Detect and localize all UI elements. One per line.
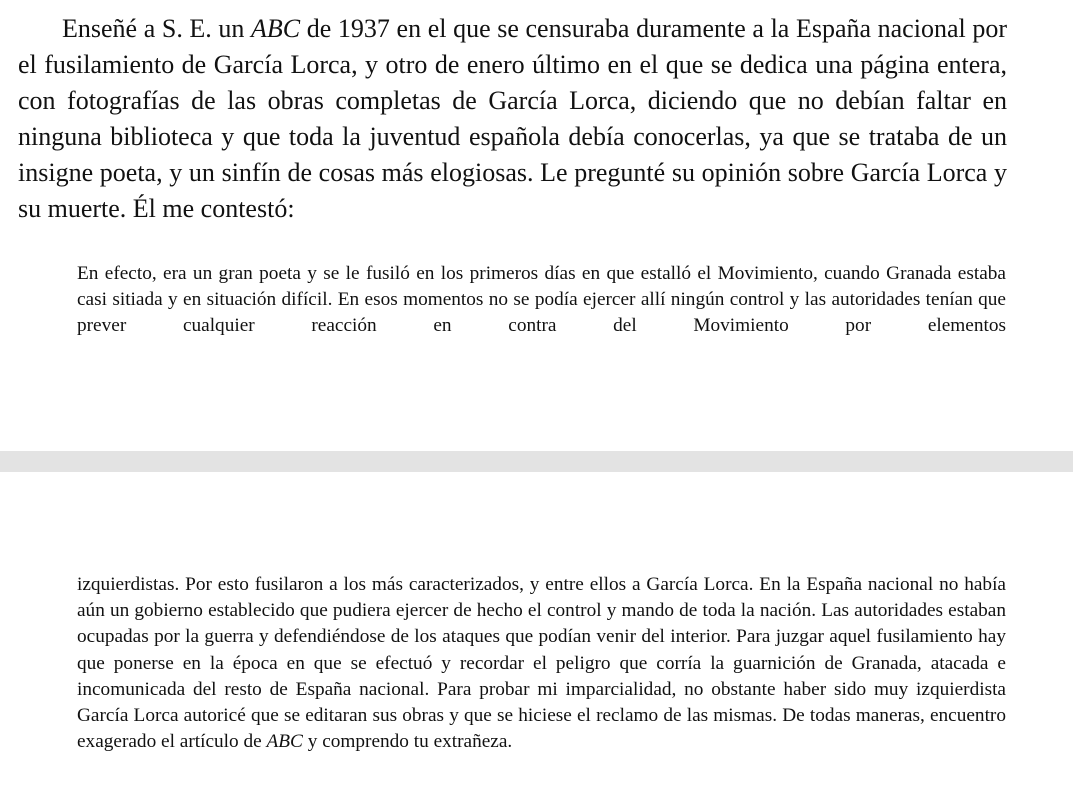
body-text-start: Enseñé a S. E. un (62, 14, 252, 43)
body-paragraph (18, 11, 1007, 227)
page-separator (0, 451, 1073, 472)
abc-newspaper-title: ABC (266, 731, 303, 753)
quote-text-end: y comprendo tu extrañeza. (302, 731, 513, 753)
document-page-bottom (0, 472, 1073, 800)
block-quote-part-1: En efecto, era un gran poeta y se le fusiló en los primeros días en que estalló el Movimiento, cuando Granada estaba casi sitiada y en situación difícil. En esos momentos no se podía ejercer allí ningún control y las autoridades tenían que prever cualquier reacción en contra del Movimiento por elementos (77, 263, 1006, 337)
body-text-end: de 1937 en el que se censuraba duramente a la España nacional por el fusilamiento de García Lorca, y otro de enero último en el que se dedica una página entera, con fotografías de las obras completas de García Lorca, diciendo que no debían faltar en ninguna biblioteca y que toda la juventud española debía conocerlas, ya que se trataba de un insigne poeta, y un sinfín de cosas más elogiosas. Le pregunté su opinión sobre García Lorca y su muerte. Él me contestó: (18, 14, 1007, 223)
block-quote-part-2 (77, 572, 1006, 755)
quote-text-start: izquierdistas. Por esto fusilaron a los más caracterizados, y entre ellos a García Lorca. En la España nacional no había aún un gobierno establecido que pudiera ejercer de hecho el control y mando de toda la nación. Las autoridades estaban ocupadas por la guerra y defendiéndose de los ataques que podían venir del interior. Para juzgar aquel fusilamiento hay que ponerse en la época en que se efectuó y recordar el peligro que corría la guarnición de Granada, atacada e incomunicada del resto de España nacional. Para probar mi imparcialidad, no obstante haber sido muy izquierdista García Lorca autoricé que se editaran sus obras y que se hiciese el reclamo de las mismas. De todas maneras, encuentro exagerado el artículo de (77, 574, 1006, 753)
abc-newspaper-title: ABC (251, 14, 301, 43)
